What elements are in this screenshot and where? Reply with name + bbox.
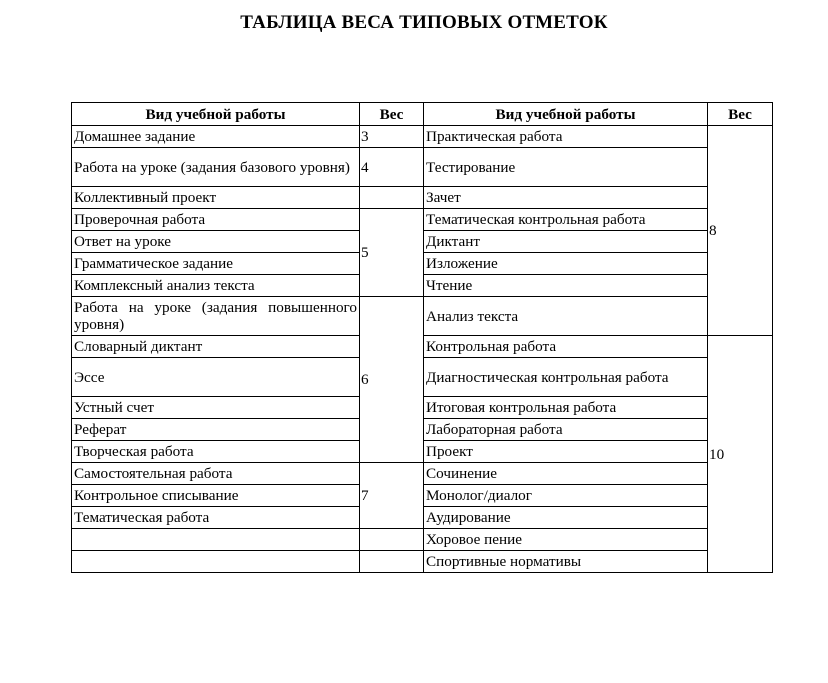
right-work-type: Сочинение (424, 463, 708, 485)
right-work-type: Аудирование (424, 507, 708, 529)
left-work-type: Ответ на уроке (72, 231, 360, 253)
left-work-type: Работа на уроке (задания повышенного уровня) (72, 297, 360, 336)
table-row (72, 148, 773, 187)
document-title: ТАБЛИЦА ВЕСА ТИПОВЫХ ОТМЕТОК (240, 12, 608, 33)
left-weight-empty (360, 551, 424, 573)
left-work-type: Домашнее задание (72, 126, 360, 148)
right-work-type: Хоровое пение (424, 529, 708, 551)
right-work-type: Спортивные нормативы (424, 551, 708, 573)
right-work-type: Итоговая контрольная работа (424, 397, 708, 419)
table-row (72, 551, 773, 573)
left-work-type: Эссе (72, 358, 360, 397)
left-weight-cell: 4 (360, 148, 424, 187)
header-left-type: Вид учебной работы (72, 103, 360, 126)
left-weight-cell: 6 (360, 297, 424, 463)
right-work-type: Практическая работа (424, 126, 708, 148)
left-work-type: Контрольное списывание (72, 485, 360, 507)
right-work-type: Монолог/диалог (424, 485, 708, 507)
table-row (72, 126, 773, 148)
left-weight-empty (360, 529, 424, 551)
right-work-type: Изложение (424, 253, 708, 275)
left-work-type: Тематическая работа (72, 507, 360, 529)
right-work-type: Тематическая контрольная работа (424, 209, 708, 231)
left-work-type: Работа на уроке (задания базового уровня) (72, 148, 360, 187)
table-row (72, 297, 773, 336)
left-weight-empty (360, 187, 424, 209)
left-work-type: Реферат (72, 419, 360, 441)
weights-table-container (71, 102, 773, 573)
left-work-type: Словарный диктант (72, 336, 360, 358)
left-weight-cell: 3 (360, 126, 424, 148)
right-work-type: Контрольная работа (424, 336, 708, 358)
right-work-type: Зачет (424, 187, 708, 209)
left-work-type: Коллективный проект (72, 187, 360, 209)
right-work-type: Проект (424, 441, 708, 463)
weights-table (71, 102, 773, 573)
header-left-weight: Вес (360, 103, 424, 126)
left-work-type-empty (72, 551, 360, 573)
left-weight-cell: 7 (360, 463, 424, 529)
left-work-type: Устный счет (72, 397, 360, 419)
right-work-type: Диагностическая контрольная работа (424, 358, 708, 397)
left-work-type: Комплексный анализ текста (72, 275, 360, 297)
right-work-type: Чтение (424, 275, 708, 297)
right-work-type: Анализ текста (424, 297, 708, 336)
left-work-type: Грамматическое задание (72, 253, 360, 275)
header-row (72, 103, 773, 126)
table-row (72, 187, 773, 209)
left-work-type-empty (72, 529, 360, 551)
left-weight-cell: 5 (360, 209, 424, 297)
left-work-type: Творческая работа (72, 441, 360, 463)
left-work-type: Самостоятельная работа (72, 463, 360, 485)
header-right-type: Вид учебной работы (424, 103, 708, 126)
header-right-weight: Вес (708, 103, 773, 126)
right-work-type: Лабораторная работа (424, 419, 708, 441)
right-work-type: Тестирование (424, 148, 708, 187)
left-work-type: Проверочная работа (72, 209, 360, 231)
table-row (72, 529, 773, 551)
table-row (72, 209, 773, 231)
right-weight-cell: 10 (708, 336, 773, 573)
right-work-type: Диктант (424, 231, 708, 253)
right-weight-cell: 8 (708, 126, 773, 336)
table-row (72, 463, 773, 485)
